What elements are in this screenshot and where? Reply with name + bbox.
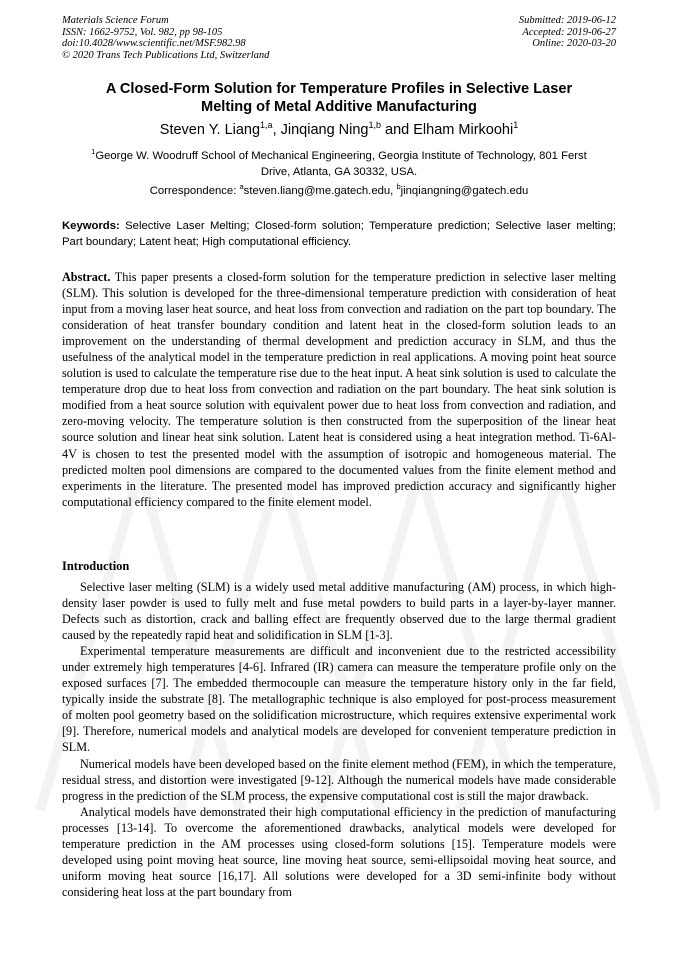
paragraph: Selective laser melting (SLM) is a widely used metal additive manufacturing (AM) process, in which high-density laser powder is used to fully melt and fuse metal powders to build parts in a layer-by-layer manner. Defects such as distortion, crack and balling effect are frequently observed due to the large thermal gradient caused by the repeatedly rapid heat and solidification in SLM [1-3]. — [62, 580, 616, 643]
keywords-text: Selective Laser Melting; Closed-form solution; Temperature prediction; Selective laser melting; Part boundary; Latent heat; High computational efficiency. — [62, 220, 616, 248]
paragraph: Experimental temperature measurements are difficult and inconvenient due to the restricted accessibility under extremely high temperatures [4-6]. Infrared (IR) camera can measure the temperature profile only on the exposed surfaces [7]. The embedded thermocouple can measure the temperature history only in the far field, typically inside the substrate [8]. The metallographic technique is also employed for post-process measurement of molten pool geometry based on the solidification microstructure, which requires extensive experimental work [9]. Therefore, numerical models and analytical models are developed for convenient temperature prediction in SLM. — [62, 644, 616, 755]
journal-header — [62, 15, 269, 61]
accepted-date: Accepted: 2019-06-27 — [522, 26, 616, 38]
author-name: Jinqiang Ning — [280, 122, 369, 138]
journal-issn: ISSN: 1662-9752, Vol. 982, pp 98-105 — [62, 26, 223, 38]
author-name: Elham Mirkoohi — [413, 122, 514, 138]
author-separator: and — [381, 122, 414, 138]
author-superscript: 1,a — [260, 120, 273, 131]
introduction-body — [62, 579, 616, 900]
email-superscript: a — [239, 182, 244, 192]
abstract — [62, 269, 616, 510]
email-separator: , — [390, 185, 397, 197]
affiliation-line-1: George W. Woodruff School of Mechanical Engineering, Georgia Institute of Technology, 801 Ferst — [95, 150, 587, 162]
abstract-text: This paper presents a closed-form solution for the temperature prediction in selective laser melting (SLM). This solution is developed for the three-dimensional temperature prediction with consideration of heat input from a moving laser heat source, and heat loss from convection and radiation on the part top boundary. The consideration of heat transfer boundary condition and latent heat in the closed-form solution leads to an improvement on the understanding of thermal development and prediction accuracy in SLM, and thus the usefulness of the analytical model in the temperature prediction in real applications. A moving point heat source solution is used to calculate the temperature rise due to the heat input. A heat sink solution is used to calculate the temperature drop due to heat loss from convection and radiation on the part boundary. The heat sink solution is modified from a heat source solution with equivalent power due to heat loss from convection and radiation, and zero-moving velocity. The temperature solution is then constructed from the superposition of the linear heat source solution and linear heat sink solution. Latent heat is considered using a heat integration method. Ti-6Al-4V is chosen to test the presented model with the assumption of isotropic and homogeneous material. The predicted molten pool dimensions are compared to the documented values from the finite element method and experiments in the literature. The presented model has improved prediction accuracy and significantly higher computational efficiency compared to the finite element model. — [62, 270, 616, 509]
paragraph: Numerical models have been developed based on the finite element method (FEM), in which the temperature, residual stress, and distortion were investigated [9-12]. Although the numerical models have made considerable progress in the prediction of the SLM process, the expensive computational cost is still the major drawback. — [62, 756, 616, 803]
paper-title-line-2: Melting of Metal Additive Manufacturing — [201, 99, 477, 115]
section-heading-introduction: Introduction — [62, 559, 130, 573]
keywords-label: Keywords: — [62, 220, 120, 232]
online-date: Online: 2020-03-20 — [532, 38, 616, 50]
email-link[interactable]: steven.liang@me.gatech.edu — [243, 185, 391, 197]
email-superscript: b — [396, 182, 401, 192]
paper-title-line-1: A Closed-Form Solution for Temperature Profiles in Selective Laser — [105, 81, 573, 97]
correspondence-label: Correspondence: — [149, 185, 240, 197]
author-name: Steven Y. Liang — [159, 122, 261, 138]
author-list — [62, 121, 616, 139]
affiliation-superscript: 1 — [91, 147, 96, 157]
correspondence — [62, 184, 616, 199]
dates-header — [519, 15, 616, 50]
affiliation — [62, 149, 616, 180]
author-superscript: 1,b — [368, 120, 382, 131]
abstract-label: Abstract. — [62, 270, 111, 284]
author-superscript: 1 — [513, 120, 519, 131]
affiliation-line-2: Drive, Atlanta, GA 30332, USA. — [260, 165, 418, 178]
submitted-date: Submitted: 2019-06-12 — [518, 15, 616, 26]
keywords — [62, 219, 616, 250]
journal-doi[interactable]: doi:10.4028/www.scientific.net/MSF.982.98 — [62, 38, 246, 50]
author-separator: , — [272, 122, 281, 138]
paragraph: Analytical models have demonstrated their high computational efficiency in the prediction of manufacturing processes [13-14]. To overcome the aforementioned drawbacks, analytical models were developed for temperature prediction in the AM processes using closed-form solutions [15]. Temperature models were developed using point moving heat source, line moving heat source, semi-ellipsoidal moving heat source, and uniform moving heat source [16,17]. All solutions were developed for a 3D semi-infinite body without considering heat loss at the part boundary from — [62, 804, 616, 899]
journal-name: Materials Science Forum — [62, 15, 169, 26]
email-link[interactable]: jinqiangning@gatech.edu — [400, 185, 529, 197]
journal-copyright: © 2020 Trans Tech Publications Ltd, Switzerland — [62, 49, 270, 61]
paper-title — [62, 80, 616, 116]
